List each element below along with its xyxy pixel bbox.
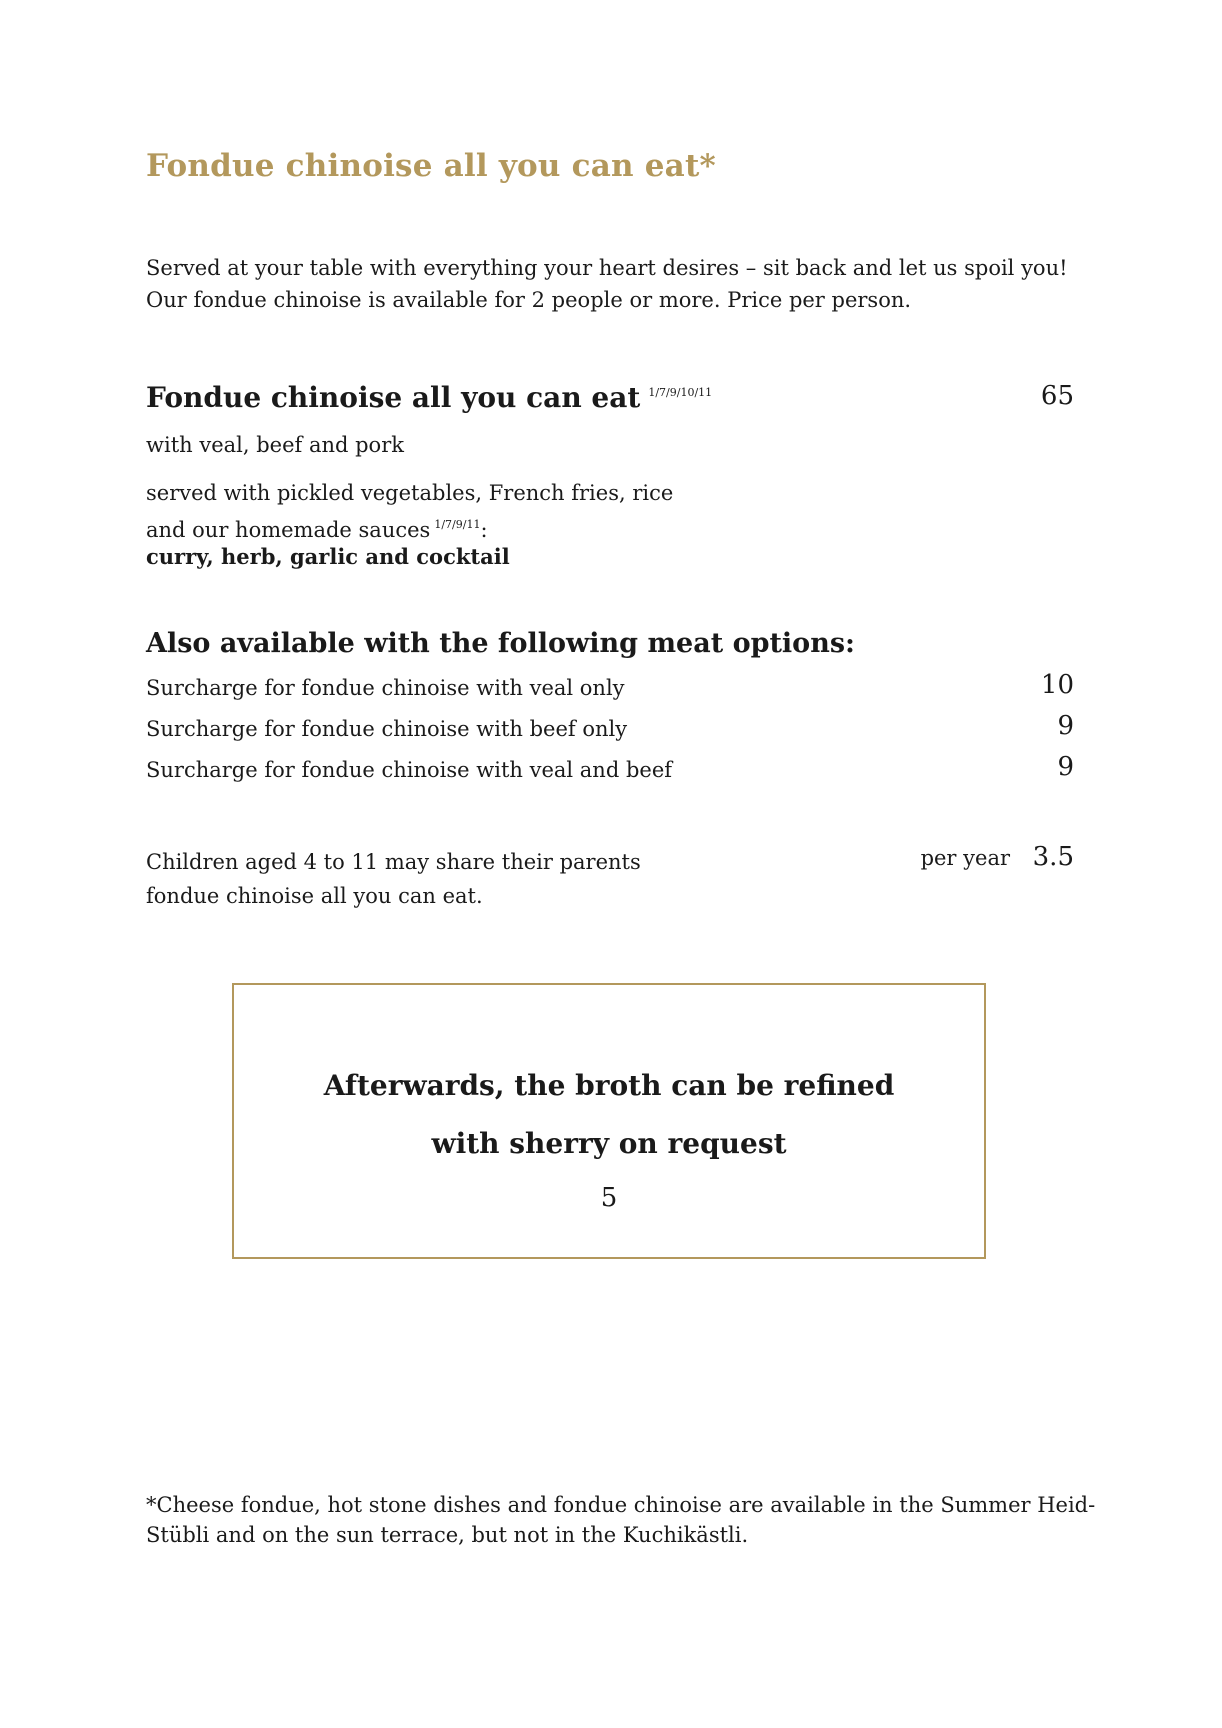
- children-line-1: Children aged 4 to 11 may share their parents: [146, 850, 641, 874]
- dish-served-line-1: served with pickled vegetables, French fries, rice: [146, 481, 674, 505]
- page-title: Fondue chinoise all you can eat*: [146, 148, 716, 184]
- option-row-label: Surcharge for fondue chinoise with veal only: [146, 676, 625, 700]
- option-row-price: 10: [1040, 670, 1074, 700]
- footnote-line-1: *Cheese fondue, hot stone dishes and fondue chinoise are available in the Summer Heid-: [146, 1493, 1096, 1517]
- sherry-line-2: with sherry on request: [431, 1127, 787, 1160]
- intro-line-1: Served at your table with everything your heart desires – sit back and let us spoil you!: [146, 256, 1068, 280]
- intro-line-2: Our fondue chinoise is available for 2 people or more. Price per person.: [146, 288, 912, 312]
- dish-sauces: curry, herb, garlic and cocktail: [146, 544, 510, 569]
- intro-text: [146, 252, 1068, 316]
- children-line-2: fondue chinoise all you can eat.: [146, 884, 483, 908]
- option-row-label: Surcharge for fondue chinoise with veal and beef: [146, 758, 673, 782]
- sauce-allergens: 1/7/9/11: [434, 518, 481, 531]
- sherry-line-1: Afterwards, the broth can be refined: [323, 1069, 895, 1102]
- option-row-label: Surcharge for fondue chinoise with beef only: [146, 717, 628, 741]
- footnote: [146, 1490, 1095, 1550]
- sauce-colon: :: [480, 518, 488, 542]
- dish-price: 65: [1040, 381, 1074, 411]
- dish-title: [146, 381, 712, 414]
- children-price: 3.5: [1032, 842, 1074, 872]
- option-row-price: 9: [1057, 711, 1074, 741]
- sherry-box: [232, 983, 986, 1259]
- children-unit: per year: [920, 846, 1010, 870]
- dish-allergens: 1/7/9/10/11: [648, 386, 713, 399]
- footnote-line-2: Stübli and on the sun terrace, but not in the Kuchikästli.: [146, 1523, 749, 1547]
- options-heading: Also available with the following meat options:: [146, 628, 855, 659]
- option-row-price: 9: [1057, 752, 1074, 782]
- sherry-price: 5: [600, 1183, 618, 1213]
- dish-sauces-intro: and our homemade sauces: [146, 518, 431, 542]
- dish-meats: with veal, beef and pork: [146, 433, 404, 457]
- dish-name: Fondue chinoise all you can eat: [146, 381, 641, 414]
